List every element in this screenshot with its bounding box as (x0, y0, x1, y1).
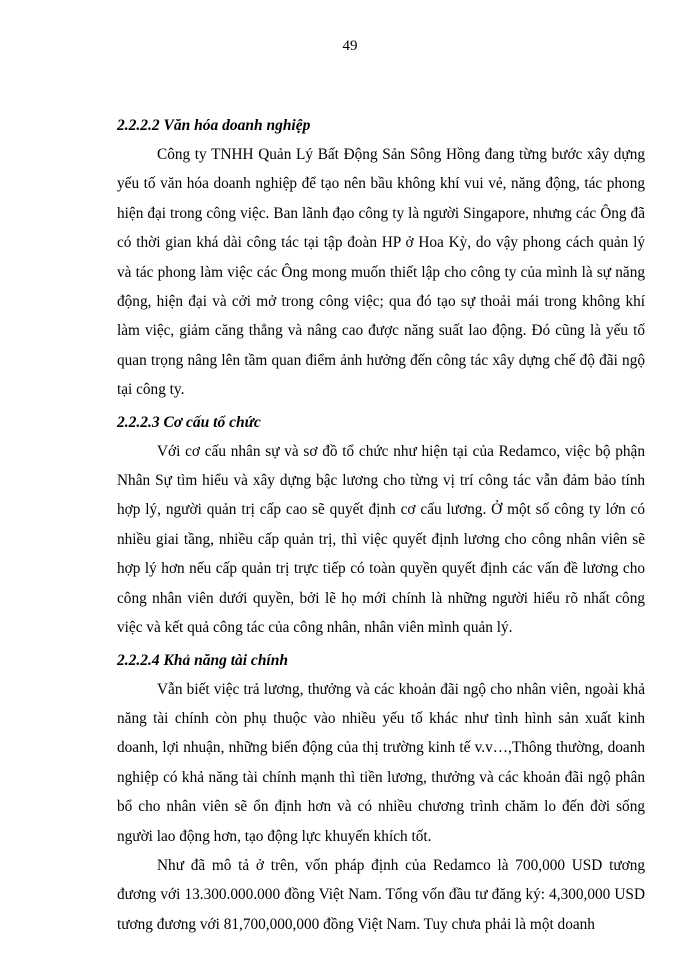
section-heading: 2.2.2.4 Khả năng tài chính (117, 651, 288, 669)
paragraph: Công ty TNHH Quản Lý Bất Động Sản Sông Hồng đang từng bước xây dựng yếu tố văn hóa doanh nghiệp để tạo nên bầu không khí vui vẻ, năng động, tác phong hiện đại trong công việc. Ban lãnh đạo công ty là người Singapore, nhưng các Ông đã có thời gian khá dài công tác tại tập đoàn HP ở Hoa Kỳ, do vậy phong cách quản lý và tác phong làm việc các Ông mong muốn thiết lập cho công ty của mình là sự năng động, hiện đại và cởi mở trong công việc; qua đó tạo sự thoải mái trong không khí làm việc, giảm căng thẳng và nâng cao được năng suất lao động. Đó cũng là yếu tố quan trọng nâng lên tầm quan điểm ảnh hưởng đến công tác xây dựng chế độ đãi ngộ tại công ty. (117, 146, 645, 399)
section-kha-nang-tai-chinh (117, 647, 645, 940)
section-van-hoa-doanh-nghiep (117, 112, 645, 405)
paragraph: Như đã mô tả ở trên, vốn pháp định của Redamco là 700,000 USD tương đương với 13.300.000.000 đồng Việt Nam. Tổng vốn đầu tư đăng ký: 4,300,000 USD tương đương với 81,700,000,000 đồng Việt Nam. Tuy chưa phải là một doanh (117, 856, 645, 933)
document-body (117, 112, 645, 943)
section-co-cau-to-chuc (117, 409, 645, 643)
section-heading: 2.2.2.3 Cơ cấu tổ chức (117, 413, 261, 431)
paragraph: Với cơ cấu nhân sự và sơ đồ tổ chức như hiện tại của Redamco, việc bộ phận Nhân Sự tìm hiểu và xây dựng bậc lương cho từng vị trí công tác vẫn đảm bảo tính hợp lý, người quản trị cấp cao sẽ quyết định cơ cấu lương. Ở một số công ty lớn có nhiều giai tầng, nhiều cấp quản trị, thì việc quyết định lương cho công nhân viên sẽ hợp lý hơn nếu cấp quản trị trực tiếp có toàn quyền quyết định các vấn đề lương cho công nhân viên dưới quyền, bởi lẽ họ mới chính là những người hiểu rõ nhất công việc và kết quả công tác của công nhân, nhân viên mình quản lý. (117, 442, 645, 637)
section-heading: 2.2.2.2 Văn hóa doanh nghiệp (117, 117, 311, 134)
paragraph: Vẫn biết việc trả lương, thưởng và các khoản đãi ngộ cho nhân viên, ngoài khả năng tài chính còn phụ thuộc vào nhiều yếu tố khác như tình hình sản xuất kinh doanh, lợi nhuận, những biến động của thị trường kinh tế v.v…,Thông thường, doanh nghiệp có khả năng tài chính mạnh thì tiền lương, thưởng và các khoản đãi ngộ phân bổ cho nhân viên sẽ ổn định hơn và có nhiều chương trình chăm lo đến đời sống người lao động hơn, tạo động lực khuyến khích tốt. (117, 680, 645, 845)
page-number: 49 (342, 38, 358, 54)
